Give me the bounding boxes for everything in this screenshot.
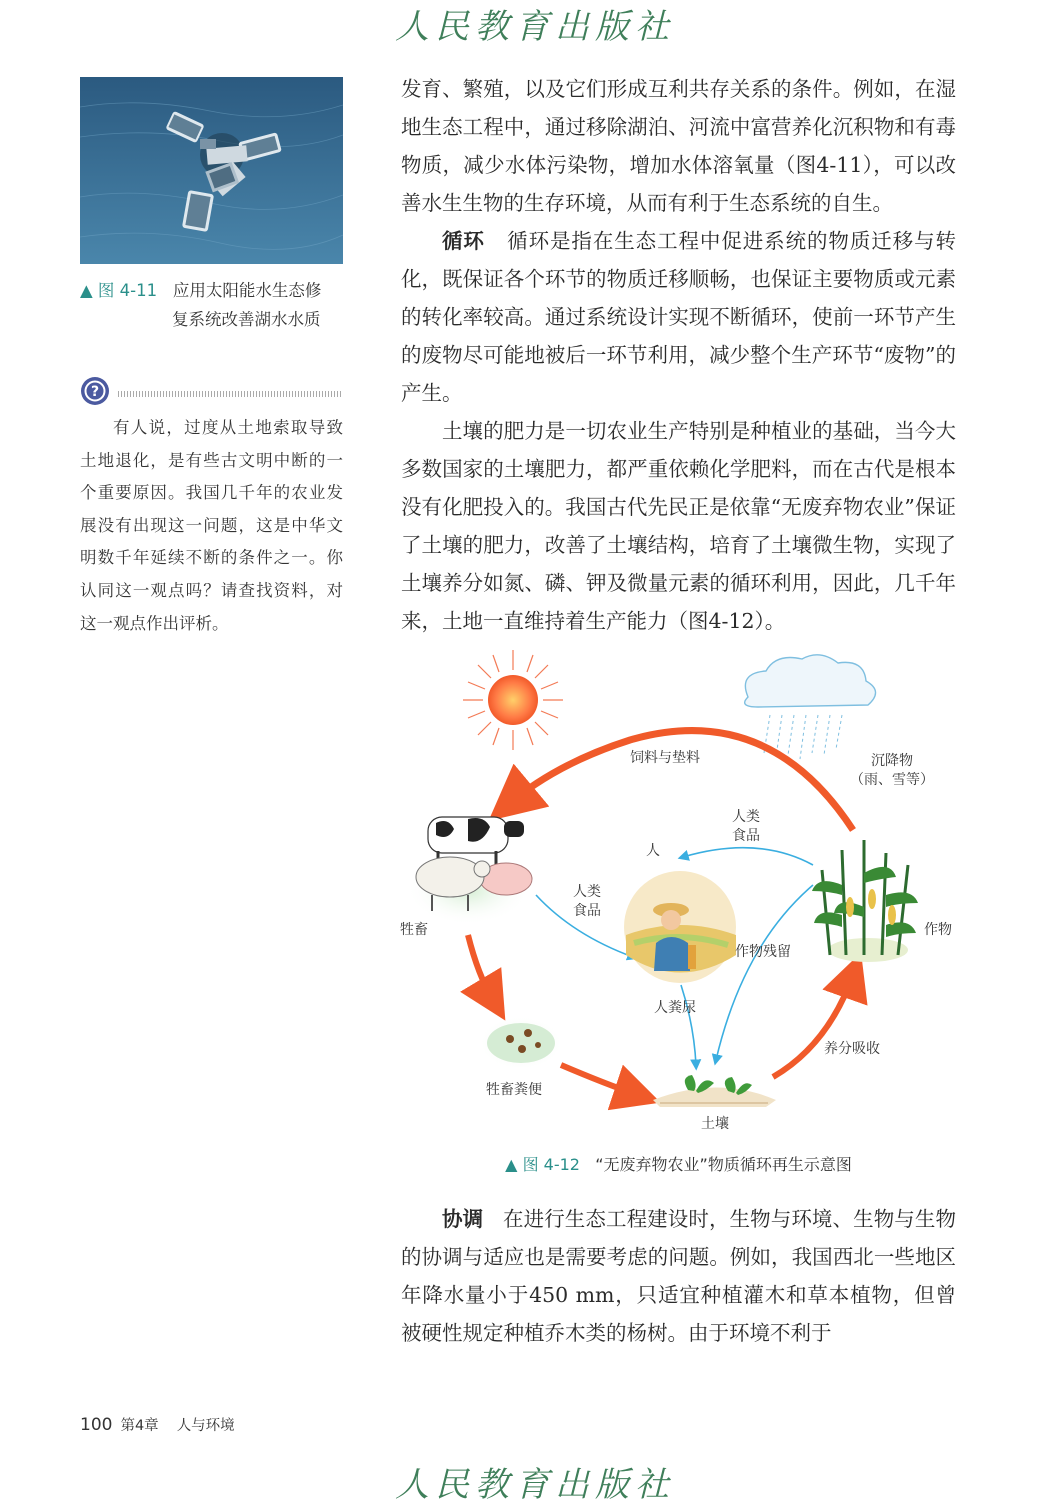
publisher-watermark-top: 人民教育出版社 <box>395 6 675 47</box>
soil-icon <box>653 1075 776 1107</box>
main-text-bottom <box>401 1200 956 1352</box>
paragraph-soil: 土壤的肥力是一切农业生产特别是种植业的基础，当今大多数国家的土壤肥力，都严重依赖化学肥料，而在古代是根本没有化肥投入的。我国古代先民正是依靠“无废弃物农业”保证了土壤的肥力，改善了土壤结构，培育了土壤微生物，实现了土壤养分如氮、磷、钾及微量元素的循环利用，因此，几千年来，土地一直维持着生产能力（图4-12）。 <box>401 419 956 633</box>
manure-arrow <box>468 935 493 1000</box>
paragraph-coordination <box>401 1200 956 1352</box>
label-crop-residue: 作物残留 <box>735 944 791 960</box>
side-caption-line1: 应用太阳能水生态修 <box>172 281 322 300</box>
label-human-food-2 <box>573 883 601 921</box>
label-precip <box>850 752 934 790</box>
label-human-food-1a: 人类 <box>732 809 760 825</box>
label-feed: 饲料与垫料 <box>630 750 700 766</box>
discussion-text: 有人说，过度从土地索取导致土地退化，是有些古文明中断的一个重要原因。我国几千年的农业发展没有出现这一问题，这是中华文明数千年延续不断的条件之一。你认同这一观点吗？请查找资料，对这一观点作出评析。 <box>80 418 343 633</box>
label-manure: 牲畜粪便 <box>486 1082 542 1098</box>
figure-caption-text: “无废弃物农业”物质循环再生示意图 <box>595 1155 852 1174</box>
side-figure-caption <box>80 276 350 334</box>
page-number: 100 <box>80 1415 113 1435</box>
farmer-icon <box>624 871 736 983</box>
publisher-watermark-bottom: 人民教育出版社 <box>395 1464 675 1505</box>
corn-crop-icon <box>812 840 918 962</box>
livestock-icon <box>406 817 532 925</box>
chapter-label: 第4章 <box>120 1418 159 1434</box>
question-mark-icon <box>81 377 109 405</box>
paragraph-cycle-body: 循环是指在生态工程中促进系统的物质迁移与转化，既保证各个环节的物质迁移顺畅，也保证主要物质或元素的转化率较高。通过系统设计实现不断循环，使前一环节产生的废物尽可能地被后一环节利用，减少整个生产环节“废物”的产生。 <box>401 229 957 405</box>
chapter-title: 人与环境 <box>176 1418 235 1434</box>
label-human-food-2a: 人类 <box>573 884 601 900</box>
material-cycle-diagram <box>398 645 960 1150</box>
label-human-urine: 人粪尿 <box>654 1000 696 1016</box>
manure-icon <box>479 1016 563 1070</box>
manure-to-soil-arrow <box>561 1065 638 1095</box>
urine-arrow <box>681 985 696 1065</box>
side-caption-line2: 复系统改善湖水水质 <box>172 310 321 329</box>
figure-caption <box>401 1152 956 1175</box>
keyword-cycle: 循环 <box>442 229 485 253</box>
main-text-top <box>401 70 956 640</box>
svg-text:?: ? <box>90 384 100 400</box>
solar-water-restoration-photo <box>80 77 343 264</box>
label-crops: 作物 <box>924 922 952 938</box>
keyword-coordination: 协调 <box>442 1207 484 1231</box>
human-food-arrow-1 <box>683 848 813 865</box>
label-soil: 土壤 <box>701 1116 729 1132</box>
sun-icon <box>463 650 563 750</box>
discussion-header <box>80 376 343 406</box>
label-human-food-2b: 食品 <box>573 903 601 919</box>
label-human-food-1b: 食品 <box>732 828 760 844</box>
label-precip-line1: 沉降物 <box>871 753 913 769</box>
label-human: 人 <box>646 843 660 859</box>
label-livestock: 牲畜 <box>400 922 428 938</box>
label-human-food-1 <box>732 808 760 846</box>
paragraph-wetland: 发育、繁殖，以及它们形成互利共存关系的条件。例如，在湿地生态工程中，通过移除湖泊、河流中富营养化沉积物和有毒物质，减少水体污染物，增加水体溶氧量（图4-11），可以改善水生生物的生存环境，从而有利于生态系统的自生。 <box>401 77 956 215</box>
figure-tag: ▲ 图 4-12 <box>505 1155 580 1174</box>
label-nutrient: 养分吸收 <box>824 1041 880 1057</box>
side-figure-tag: ▲ 图 4-11 <box>80 281 158 300</box>
label-precip-line2: （雨、雪等） <box>850 772 934 788</box>
page-footer <box>80 1414 235 1435</box>
paragraph-coordination-body: 在进行生态工程建设时，生物与环境、生物与生物的协调与适应也是需要考虑的问题。例如，我国西北一些地区年降水量小于450 mm，只适宜种植灌木和草本植物，但曾被硬性规定种植乔木类的杨树。由于环境不利于 <box>401 1207 956 1345</box>
nutrient-arrow <box>773 975 853 1077</box>
paragraph-cycle <box>401 222 956 412</box>
